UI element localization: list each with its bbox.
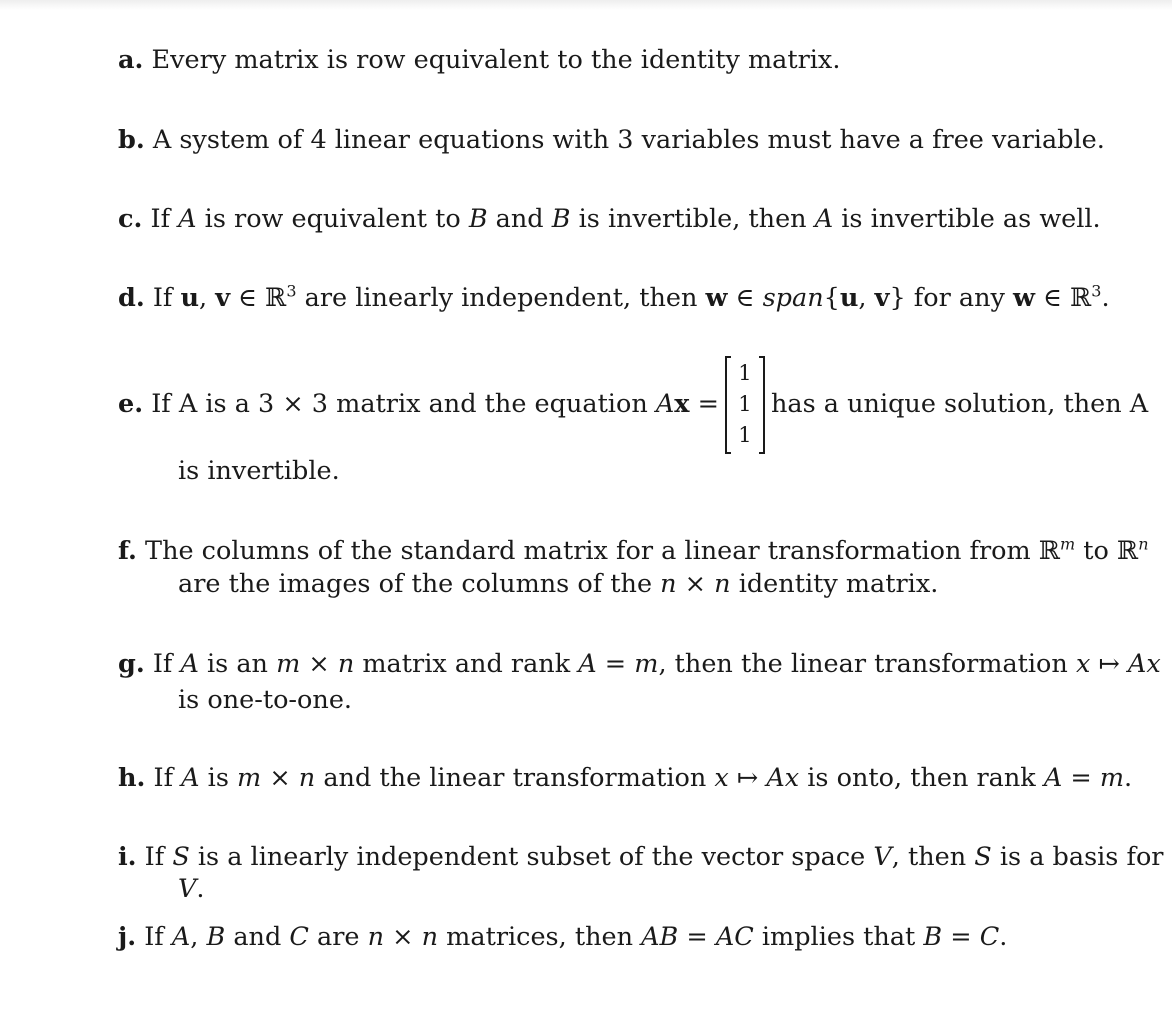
statement-c: c. If A is row equivalent to B and B is invertible, then A is invertible as well.: [118, 204, 1101, 234]
statement-e: e. If A is a 3 × 3 matrix and the equation Ax = 1 1 1 has a unique solution, then A: [118, 355, 1128, 453]
statement-d: d. If u, v ∈ ℝ$^3$ are linearly independent, then w ∈ span{u, v} for any w ∈ ℝ$^3$.: [118, 281, 1110, 313]
statement-label: g.: [118, 649, 145, 679]
column-vector: [725, 356, 765, 454]
statement-b: b. A system of 4 linear equations with 3 variables must have a free variable.: [118, 125, 1105, 155]
statement-e-continued: is invertible.: [178, 456, 340, 486]
statement-g-continued: is one-to-one.: [178, 685, 353, 715]
statement-label: h.: [118, 763, 146, 793]
statement-h: h. If A is m × n and the linear transformation x ↦ Ax is onto, then rank A = m.: [118, 763, 1133, 793]
statement-label: c.: [118, 204, 143, 234]
vector-entry: 1: [738, 361, 752, 385]
statement-a: a. Every matrix is row equivalent to the identity matrix.: [118, 45, 841, 75]
statement-i-continued: V.: [178, 874, 205, 904]
statement-label: a.: [118, 45, 144, 75]
statement-i: i. If S is a linearly independent subset of the vector space V, then S is a basis for: [118, 842, 1164, 872]
statement-label: b.: [118, 125, 145, 155]
statement-f-continued: are the images of the columns of the n × n identity matrix.: [178, 569, 939, 599]
statement-label: i.: [118, 842, 137, 872]
vector-entry: 1: [738, 423, 752, 447]
statement-f: f. The columns of the standard matrix for a linear transformation from ℝ$^m$ to ℝ$^n$: [118, 534, 1149, 566]
statement-label: f.: [118, 536, 137, 566]
statement-label: e.: [118, 389, 144, 419]
statement-label: d.: [118, 283, 145, 313]
statement-j: j. If A, B and C are n × n matrices, then AB = AC implies that B = C.: [118, 922, 1008, 952]
statement-label: j.: [118, 922, 137, 952]
vector-entry: 1: [738, 392, 752, 416]
statement-g: g. If A is an m × n matrix and rank A = m, then the linear transformation x ↦ Ax: [118, 649, 1161, 679]
top-shadow: [0, 0, 1172, 10]
